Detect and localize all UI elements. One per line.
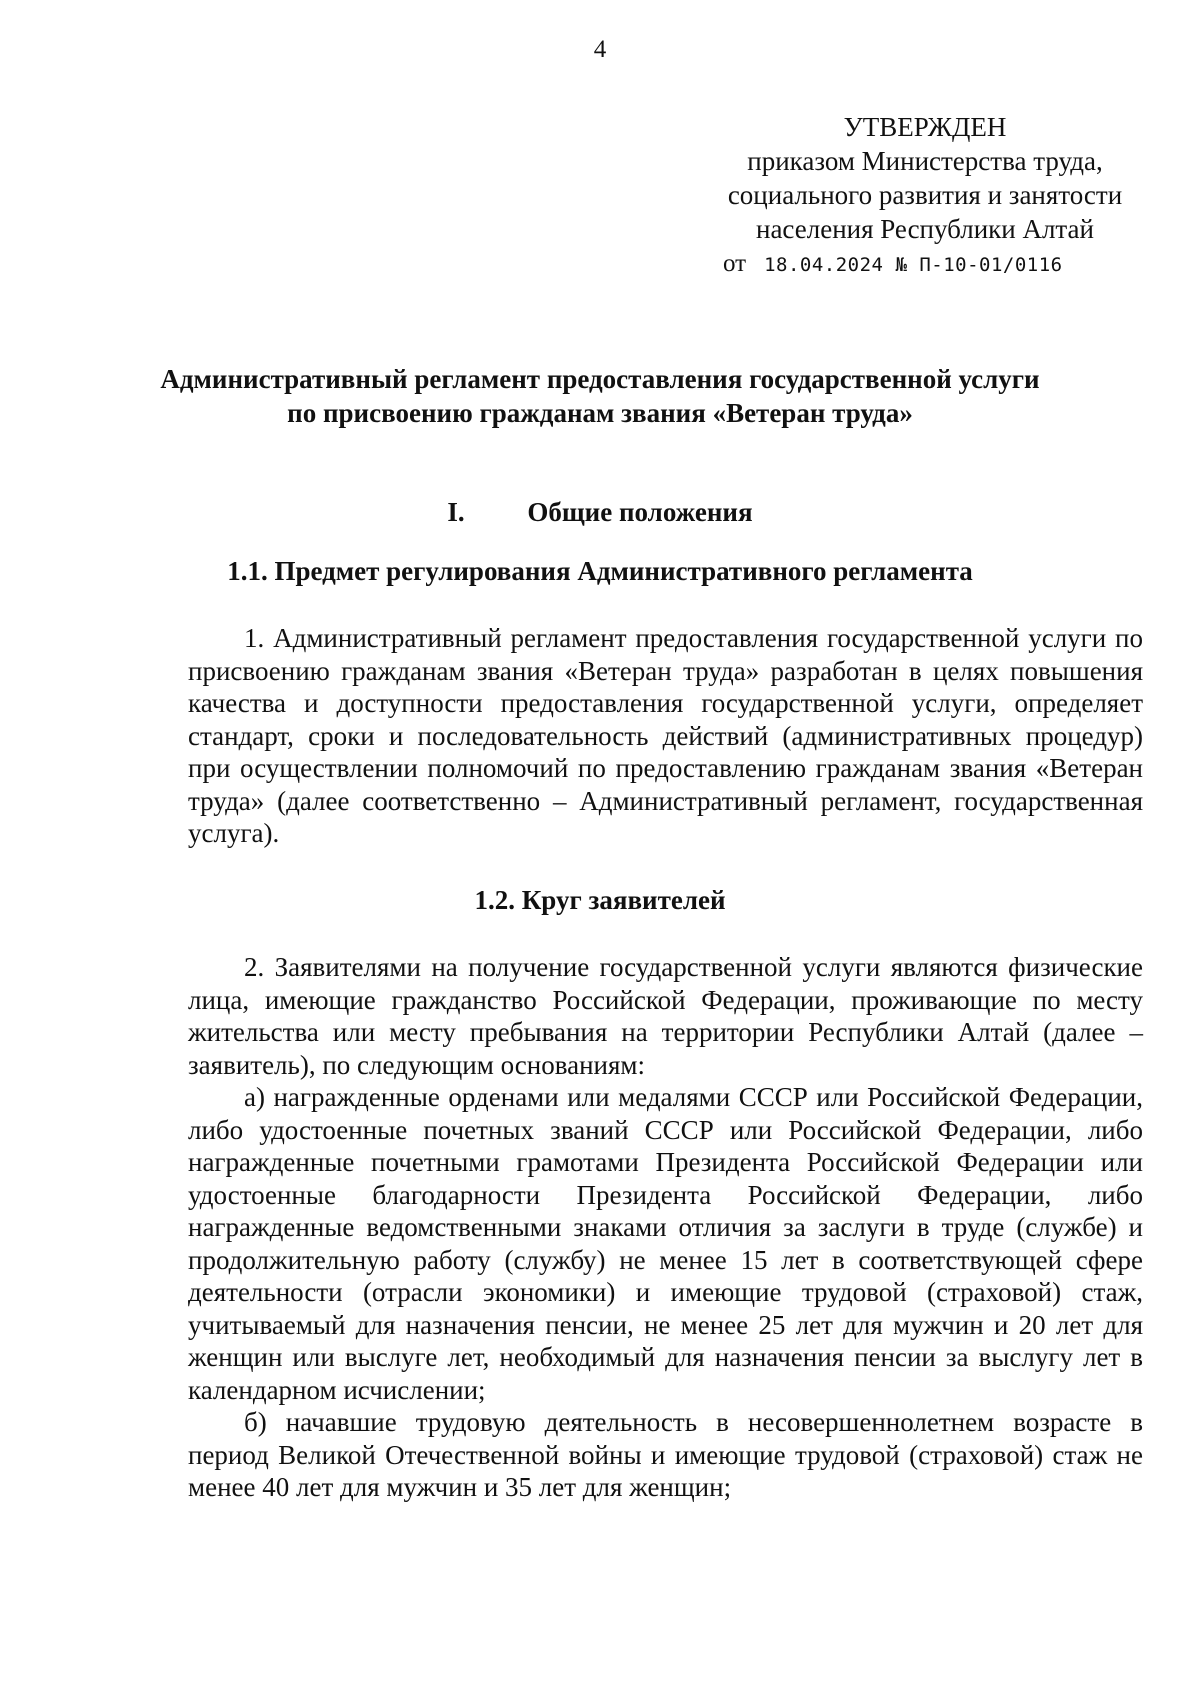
approval-date [723,250,1063,278]
document-title [100,362,1100,430]
paragraph: б) начавшие трудовую деятельность в несовершеннолетнем возрасте в период Великой Отечественной войны и имеющие трудовой (страховой) стаж не менее 40 лет для мужчин и 35 лет для женщин; [188,1407,1143,1502]
approval-line: социального развития и занятости [727,180,1123,210]
approval-heading: УТВЕРЖДЕН [843,112,1007,142]
subsection-body [188,951,1143,1504]
subsection-heading: 1.1. Предмет регулирования Административного регламента [227,556,973,586]
section-number: I. [447,497,465,527]
approval-date-prefix: от [723,250,747,277]
subsection-body [188,622,1143,850]
paragraph: 1. Административный регламент предоставления государственной услуги по присвоению гражданам звания «Ветеран труда» разработан в целях повышения качества и доступности предоставления государственной услуги, определяет стандарт, сроки и последовательность действий (административных процедур) при осуществлении полномочий по предоставлению гражданам звания «Ветеран труда» (далее соответственно – Административный регламент, государственная услуга). [188,623,1143,848]
subsection-heading: 1.2. Круг заявителей [474,885,726,915]
section-title: Общие положения [527,497,753,527]
page-number: 4 [593,36,607,63]
approval-line: приказом Министерства труда, [747,146,1103,176]
document-title-line: по присвоению гражданам звания «Ветеран труда» [287,398,913,428]
approval-block [715,110,1135,246]
document-title-line: Административный регламент предоставления государственной услуги [160,364,1040,394]
section-heading [0,497,1200,528]
approval-line: населения Республики Алтай [756,214,1094,244]
paragraph: 2. Заявителями на получение государственной услуги являются физические лица, имеющие гражданство Российской Федерации, проживающие по месту жительства или месту пребывания на территории Республики Алтай (далее – заявитель), по следующим основаниям: [188,952,1143,1080]
approval-date-stamp: 18.04.2024 № П-10-01/0116 [764,254,1063,276]
paragraph: а) награжденные орденами или медалями СССР или Российской Федерации, либо удостоенные почетных званий СССР или Российской Федерации, либо награжденные почетными грамотами Президента Российской Федерации или удостоенные благодарности Президента Российской Федерации, либо награжденные ведомственными знаками отличия за заслуги в труде (службе) и продолжительную работу (службу) не менее 15 лет в соответствующей сфере деятельности (отрасли экономики) и имеющие трудовой (страховой) стаж, учитываемый для назначения пенсии, не менее 25 лет для мужчин и 20 лет для женщин или выслуге лет, необходимый для назначения пенсии за выслугу лет в календарном исчислении; [188,1082,1143,1405]
